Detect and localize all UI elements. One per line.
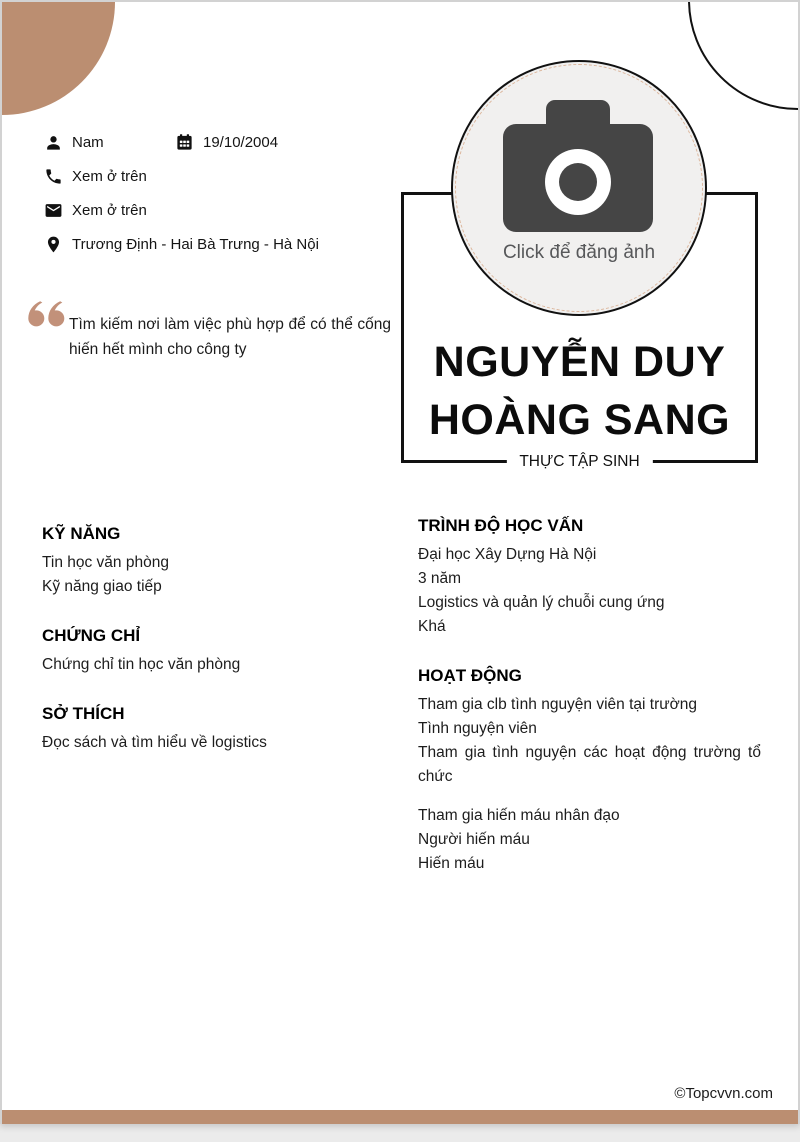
dob-field bbox=[175, 131, 278, 153]
activities-heading: HOẠT ĐỘNG bbox=[418, 666, 522, 685]
person-icon bbox=[44, 133, 63, 152]
left-column bbox=[42, 523, 394, 755]
dob-value: 19/10/2004 bbox=[203, 133, 279, 151]
location-icon bbox=[44, 235, 63, 254]
phone-value: Xem ở trên bbox=[72, 167, 147, 185]
certificates-list bbox=[42, 653, 394, 677]
email-field bbox=[44, 199, 147, 221]
section-interests bbox=[42, 703, 394, 755]
objective-quote: Tìm kiếm nơi làm việc phù hợp để có thể cống hiến hết mình cho công ty bbox=[69, 316, 391, 358]
list-item: Tham gia tình nguyện các hoạt động trường tổ chức bbox=[418, 744, 761, 785]
calendar-icon bbox=[175, 133, 194, 152]
bottom-bar-decoration bbox=[2, 1110, 798, 1124]
phone-icon bbox=[44, 167, 63, 186]
section-activities bbox=[418, 665, 761, 876]
list-item: 3 năm bbox=[418, 570, 462, 587]
right-column bbox=[418, 515, 761, 876]
camera-icon bbox=[503, 100, 653, 232]
list-item: Kỹ năng giao tiếp bbox=[42, 578, 162, 595]
activities-group-1 bbox=[418, 693, 761, 789]
interests-heading: SỞ THÍCH bbox=[42, 704, 125, 723]
photo-caption: Click để đăng ảnh bbox=[502, 242, 656, 263]
education-list bbox=[418, 543, 761, 639]
activities-group-2 bbox=[418, 804, 761, 876]
email-value: Xem ở trên bbox=[72, 201, 147, 219]
education-heading: TRÌNH ĐỘ HỌC VẤN bbox=[418, 516, 584, 535]
address-value: Trương Định - Hai Bà Trưng - Hà Nội bbox=[72, 235, 319, 253]
candidate-name bbox=[404, 333, 755, 449]
skills-list bbox=[42, 551, 394, 599]
interests-list bbox=[42, 731, 394, 755]
list-item: Tin học văn phòng bbox=[42, 554, 169, 571]
quote-icon bbox=[26, 300, 66, 329]
list-item: Khá bbox=[418, 618, 446, 635]
mail-icon bbox=[44, 201, 63, 220]
photo-upload[interactable] bbox=[451, 60, 707, 316]
phone-field bbox=[44, 165, 147, 187]
name-line-2: HOÀNG SANG bbox=[428, 396, 731, 444]
skills-heading: KỸ NĂNG bbox=[42, 524, 121, 543]
list-item: Đại học Xây Dựng Hà Nội bbox=[418, 546, 597, 563]
list-item: Hiến máu bbox=[418, 855, 485, 872]
certificates-heading: CHỨNG CHỈ bbox=[42, 626, 141, 645]
top-right-circle-decoration bbox=[688, 0, 800, 110]
corner-quarter-decoration bbox=[2, 2, 115, 115]
section-certificates bbox=[42, 625, 394, 677]
section-skills bbox=[42, 523, 394, 599]
job-title: THỰC TẬP SINH bbox=[506, 453, 652, 471]
list-item: Tham gia clb tình nguyện viên tại trường bbox=[418, 696, 698, 713]
name-line-1: NGUYỄN DUY bbox=[433, 338, 726, 386]
gender-field bbox=[44, 131, 104, 153]
gender-value: Nam bbox=[72, 133, 104, 151]
list-item: Đọc sách và tìm hiểu về logistics bbox=[42, 734, 267, 751]
footer-credit: ©Topcvvn.com bbox=[674, 1085, 773, 1102]
list-item: Chứng chỉ tin học văn phòng bbox=[42, 656, 241, 673]
list-item: Logistics và quản lý chuỗi cung ứng bbox=[418, 594, 665, 611]
section-education bbox=[418, 515, 761, 639]
list-item: Người hiến máu bbox=[418, 831, 530, 848]
list-item: Tình nguyện viên bbox=[418, 720, 537, 737]
address-field bbox=[44, 233, 319, 255]
list-item: Tham gia hiến máu nhân đạo bbox=[418, 807, 620, 824]
